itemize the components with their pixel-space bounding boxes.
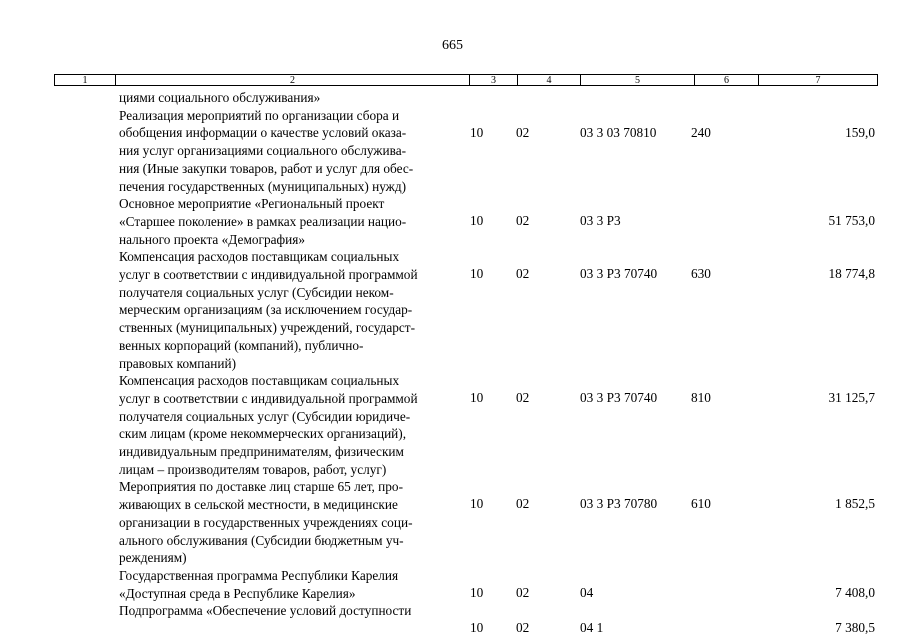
row-section: 10 (470, 213, 484, 229)
table-body (0, 89, 905, 636)
row-amount: 1 852,5 (835, 496, 875, 512)
row-description: Компенсация расходов поставщикам социальных услуг в соответствии с индивидуальной программой получателя социальных услуг (Субсидии неком- мерческим организациям (за исключением государ- ственных (муниципальных) учреждений, государст- венных корпораций (компаний), публично- правовых компаний) (119, 249, 418, 371)
table-row (0, 567, 905, 602)
table-row (0, 372, 905, 478)
row-description: Государственная программа Республики Карелия «Доступная среда в Республике Карелия» (119, 567, 399, 601)
row-section: 10 (470, 266, 484, 282)
row-expense-type: 810 (691, 390, 711, 406)
header-col-5: 5 (581, 75, 695, 85)
row-subsection: 02 (516, 124, 530, 140)
table-header (54, 74, 878, 86)
row-amount: 7 380,5 (835, 620, 875, 636)
header-col-1: 1 (55, 75, 116, 85)
row-amount: 31 125,7 (828, 390, 875, 406)
table-row (0, 89, 905, 107)
row-description: Реализация мероприятий по организации сбора и обобщения информации о качестве условий оказа- ния услуг организациями социального обслужива- ния (Иные закупки товаров, работ и услуг для обес- печения государственных (муниципальных) нужд) (119, 107, 414, 194)
row-section: 10 (470, 390, 484, 406)
row-subsection: 02 (516, 390, 530, 406)
row-target-article: 03 3 P3 70740 (580, 266, 658, 282)
table-row (0, 195, 905, 248)
row-expense-type: 240 (691, 124, 711, 140)
row-target-article: 03 3 P3 70780 (580, 496, 658, 512)
header-col-7: 7 (815, 75, 821, 86)
row-target-article: 03 3 03 70810 (580, 124, 657, 140)
row-description: Мероприятия по доставке лиц старше 65 лет, про- живающих в сельской местности, в медицинские организации в государственных учреждениях соци- ального обслуживания (Субсидии бюджетным уч- реждениям) (119, 479, 413, 566)
row-subsection: 02 (516, 496, 530, 512)
row-subsection: 02 (516, 584, 530, 600)
page-number: 665 (442, 38, 463, 53)
header-col-3: 3 (470, 75, 518, 85)
row-amount: 159,0 (845, 124, 875, 140)
row-section: 10 (470, 620, 484, 636)
table-row (0, 107, 905, 196)
row-target-article: 04 1 (580, 620, 604, 636)
row-expense-type: 630 (691, 266, 711, 282)
row-amount: 7 408,0 (835, 584, 875, 600)
row-target-article: 03 3 P3 70740 (580, 390, 658, 406)
row-subsection: 02 (516, 266, 530, 282)
row-subsection: 02 (516, 213, 530, 229)
header-col-4: 4 (518, 75, 581, 85)
header-col-6: 6 (695, 75, 759, 85)
row-description: циями социального обслуживания» (119, 90, 321, 105)
row-target-article: 03 3 P3 (580, 213, 621, 229)
row-target-article: 04 (580, 584, 594, 600)
row-section: 10 (470, 584, 484, 600)
header-col-2: 2 (116, 75, 470, 85)
row-section: 10 (470, 496, 484, 512)
row-expense-type: 610 (691, 496, 711, 512)
row-description: Подпрограмма «Обеспечение условий доступности (119, 603, 412, 619)
row-amount: 18 774,8 (828, 266, 875, 282)
row-description: Основное мероприятие «Региональный проект «Старшее поколение» в рамках реализации нацио- нального проекта «Демография» (119, 196, 407, 247)
table-row (0, 248, 905, 372)
table-row (0, 478, 905, 567)
row-section: 10 (470, 124, 484, 140)
row-subsection: 02 (516, 620, 530, 636)
table-row (0, 602, 905, 636)
row-amount: 51 753,0 (828, 213, 875, 229)
row-description: Компенсация расходов поставщикам социальных услуг в соответствии с индивидуальной программой получателя социальных услуг (Субсидии юридиче- ским лицам (кроме некоммерческих организаций), индивидуальным предпринимателям, физическим лицам – производителям товаров, работ, услуг) (119, 373, 418, 477)
